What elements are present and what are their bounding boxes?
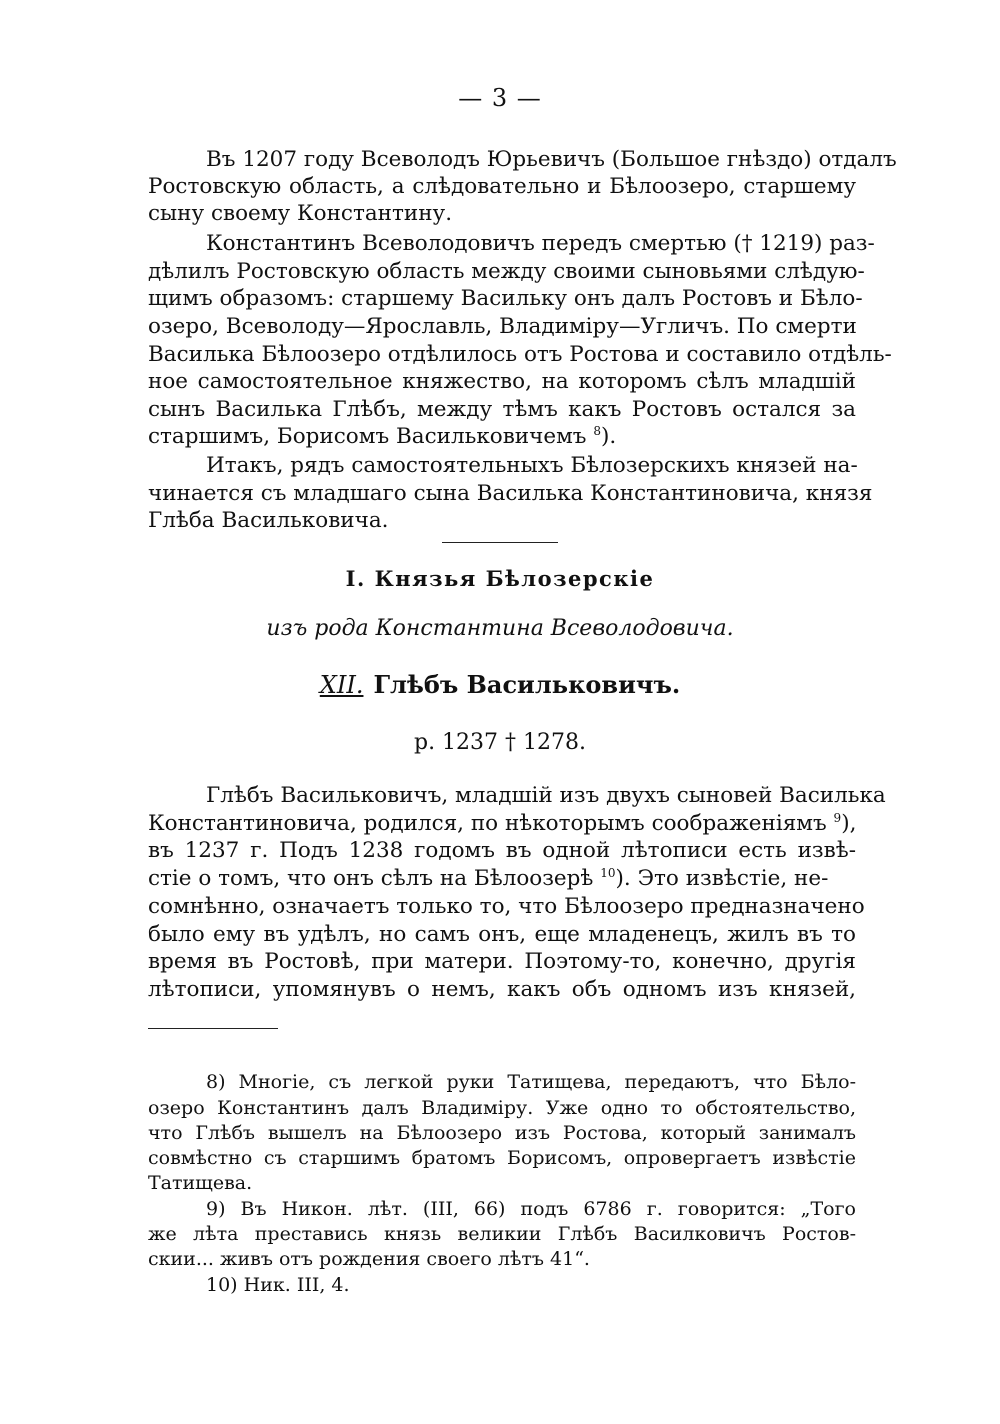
footnote-line: 8) Многіе, съ легкой руки Татищева, передаютъ, что Бѣло- <box>206 1071 856 1093</box>
section-heading: I. Князья Бѣлозерскіе <box>345 566 655 591</box>
text-line: Итакъ, рядъ самостоятельныхъ Бѣлозерскихъ князей на- <box>206 453 858 478</box>
footnote-line: что Глѣбъ вышелъ на Бѣлоозеро изъ Ростова, который занималъ <box>148 1122 856 1144</box>
text-span: Константиновича, родился, по нѣкоторымъ соображеніямъ <box>148 811 827 836</box>
footnote-line: 10) Ник. III, 4. <box>206 1274 350 1296</box>
text-line: Ростовскую область, а слѣдовательно и Бѣлоозеро, старшему <box>148 174 856 199</box>
text-line: въ 1237 г. Подъ 1238 годомъ въ одной лѣтописи есть извѣ- <box>148 838 856 863</box>
life-dates: р. 1237 † 1278. <box>413 730 587 755</box>
section-subheading: изъ рода Константина Всеволодовича. <box>266 616 734 641</box>
text-line: было ему въ удѣлъ, но самъ онъ, еще младенецъ, жилъ въ то <box>148 922 856 947</box>
text-line: Глѣбъ Васильковичъ, младшій изъ двухъ сыновей Василька <box>206 783 886 808</box>
footnote-line: 9) Въ Никон. лѣт. (III, 66) подъ 6786 г. говорится: „Того <box>206 1198 856 1220</box>
text-line: ное самостоятельное княжество, на которомъ сѣлъ младшій <box>148 369 856 394</box>
footnote-line: же лѣта преставись князь великии Глѣбъ Василковичъ Ростов- <box>148 1223 856 1245</box>
chapter-title <box>0 670 1000 699</box>
footnote-line: совмѣстно съ старшимъ братомъ Борисомъ, опровергаетъ извѣстіе <box>148 1147 856 1169</box>
footnote-ref: 10 <box>600 865 616 880</box>
text-span: старшимъ, Борисомъ Васильковичемъ <box>148 424 587 449</box>
text-line: время въ Ростовѣ, при матери. Поэтому-то, конечно, другія <box>148 949 856 974</box>
text-line: Василька Бѣлоозеро отдѣлилось отъ Ростова и составило отдѣль- <box>148 342 892 367</box>
text-line: сыну своему Константину. <box>148 201 453 226</box>
text-line <box>148 865 856 892</box>
section-divider <box>442 542 558 543</box>
text-line: сомнѣнно, означаетъ только то, что Бѣлоозеро предназначено <box>148 894 865 919</box>
text-line: дѣлилъ Ростовскую область между своими сыновьями слѣдую- <box>148 259 865 284</box>
text-line: озеро, Всеволоду—Ярославль, Владиміру—Угличъ. По смерти <box>148 314 857 339</box>
chapter-name: Глѣбъ Васильковичъ. <box>373 670 681 699</box>
text-span: ). Это извѣстіе, не- <box>615 866 829 891</box>
text-span: ), <box>841 811 857 836</box>
roman-numeral: XII. <box>319 671 364 699</box>
text-line: Константинъ Всеволодовичъ передъ смертью († 1219) раз- <box>206 231 875 256</box>
footnote-separator <box>148 1028 278 1029</box>
footnote-ref: 8 <box>593 423 601 438</box>
text-line <box>148 423 616 450</box>
text-line: чинается съ младшаго сына Василька Константиновича, князя <box>148 481 873 506</box>
footnote-line: озеро Константинъ далъ Владиміру. Уже одно то обстоятельство, <box>148 1097 856 1119</box>
page-number: — 3 — <box>458 84 542 112</box>
text-line: лѣтописи, упомянувъ о немъ, какъ объ одномъ изъ князей, <box>148 977 856 1002</box>
text-line: Глѣба Васильковича. <box>148 508 389 533</box>
footnote-ref: 9 <box>833 810 842 825</box>
text-span: стіе о томъ, что онъ сѣлъ на Бѣлоозерѣ <box>148 866 594 891</box>
footnote-line: Татищева. <box>148 1172 253 1194</box>
text-line: Въ 1207 году Всеволодъ Юрьевичъ (Большое гнѣздо) отдалъ <box>206 147 897 172</box>
text-line: сынъ Василька Глѣбъ, между тѣмъ какъ Ростовъ остался за <box>148 397 856 422</box>
footnote-line: скии... живъ отъ рождения своего лѣтъ 41“. <box>148 1248 590 1270</box>
text-line: щимъ образомъ: старшему Васильку онъ далъ Ростовъ и Бѣло- <box>148 286 863 311</box>
text-span: ). <box>600 424 617 449</box>
text-line <box>148 810 857 837</box>
